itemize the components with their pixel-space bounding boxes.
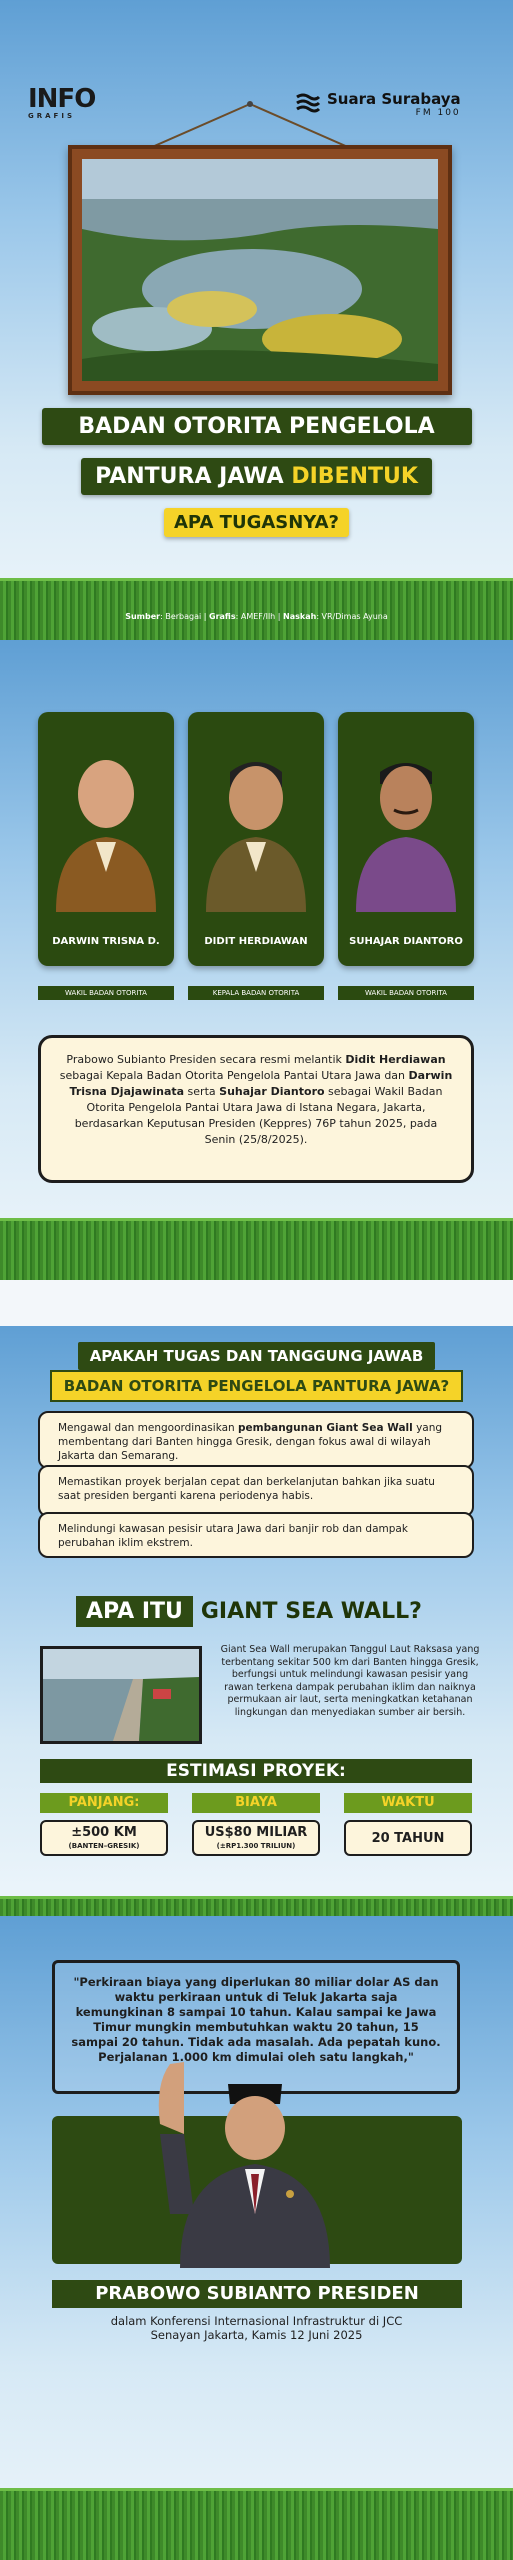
portrait-suhajar (356, 742, 456, 912)
estimate-label: BIAYA (192, 1793, 320, 1813)
cover-panel (0, 0, 513, 640)
official-card (338, 712, 474, 966)
official-role: KEPALA BADAN OTORITA (188, 986, 324, 1000)
official-card (188, 712, 324, 966)
logo-info-text: INFO (28, 84, 96, 114)
gsw-heading: APA ITU GIANT SEA WALL? (76, 1596, 422, 1627)
sea-wall-photo (40, 1646, 202, 1744)
brand-fm: FM 100 (415, 107, 461, 118)
speaker-title: PRABOWO SUBIANTO PRESIDEN (52, 2280, 462, 2308)
panel-separator (0, 1280, 513, 1326)
title-line-1: BADAN OTORITA PENGELOLA (0, 408, 513, 445)
frame-hanger (150, 100, 350, 150)
president-portrait (150, 2044, 360, 2268)
title-line-3: APA TUGASNYA? (0, 508, 513, 537)
estimate-cost: US$80 MILIAR (±RP1.300 TRILIUN) (192, 1820, 320, 1856)
task-item: Mengawal dan mengoordinasikan pembangunan Giant Sea Wall yang membentang dari Banten hingga Gresik, dengan fokus awal di wilayah Jakarta dan Semarang. (38, 1411, 474, 1469)
task-item: Memastikan proyek berjalan cepat dan berkelanjutan bahkan jika suatu saat presiden berganti karena periodenya habis. (38, 1465, 474, 1517)
grass-strip (0, 1218, 513, 1280)
title-highlight: DIBENTUK (291, 464, 418, 489)
estimate-title: ESTIMASI PROYEK: (40, 1759, 472, 1783)
grass-strip (0, 1896, 513, 1916)
brand-name: Suara Surabaya (327, 89, 461, 108)
official-role: WAKIL BADAN OTORITA (38, 986, 174, 1000)
tasks-heading-1: APAKAH TUGAS DAN TANGGUNG JAWAB (0, 1342, 513, 1370)
flooded-coast-photo (82, 159, 438, 381)
grass-strip (0, 578, 513, 640)
task-item: Melindungi kawasan pesisir utara Jawa dari banjir rob dan dampak perubahan iklim ekstrem. (38, 1512, 474, 1558)
logo-info-sub: GRAFIS (28, 112, 75, 120)
president-quote: "Perkiraan biaya yang diperlukan 80 miliar dolar AS dan waktu perkiraan untuk di Teluk Jakarta saja kemungkinan 8 sampai 10 tahun. Kalau sampai ke Jawa Timur mungkin membutuhkan waktu 20 tahun, 15 sampai 20 tahun. Tidak ada masalah. Ada pepatah kuno. Perjalanan 1.000 km dimulai oleh satu langkah," (52, 1960, 460, 2094)
estimate-label: WAKTU (344, 1793, 472, 1813)
official-name: DARWIN TRISNA D. (52, 936, 160, 947)
estimate-length: ±500 KM (BANTEN–GRESIK) (40, 1820, 168, 1856)
tasks-panel (0, 1326, 513, 1916)
event-caption: dalam Konferensi Internasional Infrastruktur di JCC Senayan Jakarta, Kamis 12 Juni 2025 (110, 2314, 403, 2342)
tasks-heading-2: BADAN OTORITA PENGELOLA PANTURA JAWA? (0, 1370, 513, 1402)
gsw-description: Giant Sea Wall merupakan Tanggul Laut Raksasa yang terbentang sekitar 500 km dari Banten hingga Gresik, berfungsi untuk melindungi kawasan pesisir yang rawan terkena dampak perubahan iklim dan naiknya permukaan air laut, serta meningkatkan ketahanan lingkungan dan menyediakan sumber air bersih. (220, 1644, 480, 1718)
portrait-darwin (56, 742, 156, 912)
officials-panel (0, 640, 513, 1280)
closing-panel (0, 1916, 513, 2560)
portrait-didit (206, 742, 306, 912)
official-card (38, 712, 174, 966)
estimate-label: PANJANG: (40, 1793, 168, 1813)
official-role: WAKIL BADAN OTORITA (338, 986, 474, 1000)
title-line-2 (0, 458, 513, 495)
title-line-2-text: PANTURA JAWA (95, 464, 292, 489)
grass-strip (0, 2488, 513, 2560)
credits: Sumber: Berbagai | Grafis: AMEF/Ilh | Naskah: VR/Dimas Ayuna (125, 612, 388, 621)
official-name: DIDIT HERDIAWAN (204, 936, 308, 947)
picture-frame (68, 145, 452, 395)
estimate-time: 20 TAHUN (344, 1820, 472, 1856)
official-name: SUHAJAR DIANTORO (349, 936, 463, 947)
inauguration-text: Prabowo Subianto Presiden secara resmi melantik Didit Herdiawan sebagai Kepala Badan Otorita Pengelola Pantai Utara Jawa dan Darwin Trisna Djajawinata serta Suhajar Diantoro sebagai Wakil Badan Otorita Pengelola Pantai Utara Jawa di Istana Negara, Jakarta, berdasarkan Keputusan Presiden (Keppres) 76P tahun 2025, pada Senin (25/8/2025). (38, 1035, 474, 1183)
infografis-logo (28, 86, 98, 124)
